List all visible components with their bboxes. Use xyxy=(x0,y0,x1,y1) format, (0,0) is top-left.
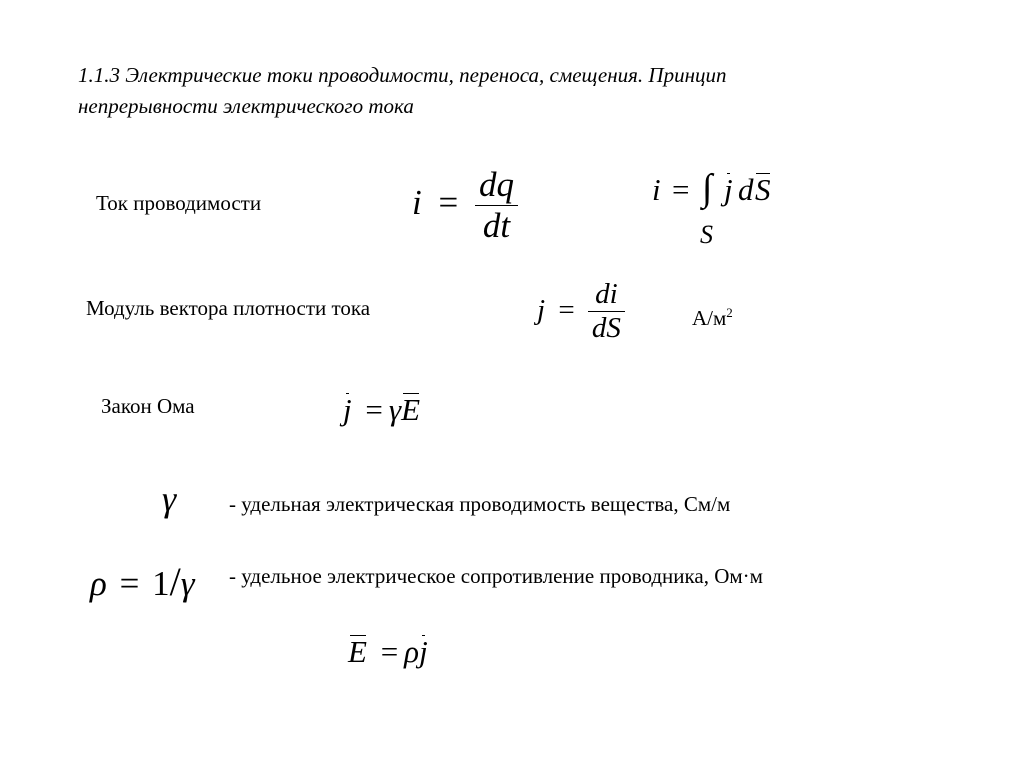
formula-equals: = xyxy=(672,172,690,207)
symbol-gamma: γ xyxy=(180,564,195,603)
current-density-label: Модуль вектора плотности тока xyxy=(86,296,371,320)
formula-ohm-law xyxy=(343,392,420,428)
formula-var-i: i xyxy=(412,182,422,222)
fraction-di-ds xyxy=(588,279,625,345)
unit-text: А/м xyxy=(692,306,727,330)
formula-var-j: j xyxy=(537,293,546,326)
title-line-2: непрерывности электрического тока xyxy=(78,94,414,118)
formula-i-dq-dt xyxy=(412,166,518,246)
formula-var-i: i xyxy=(652,172,661,207)
division-slash: / xyxy=(169,559,181,604)
page-title xyxy=(78,60,727,122)
differential-d: d xyxy=(738,172,754,207)
formula-equals: = xyxy=(365,392,383,427)
symbol-rho: ρ xyxy=(404,634,420,669)
formula-equals: = xyxy=(119,564,140,603)
formula-i-integral xyxy=(652,167,792,252)
unit-exponent: 2 xyxy=(726,305,733,320)
fraction-numerator: di xyxy=(588,279,625,312)
formula-equals: = xyxy=(438,182,459,222)
resistivity-description: - удельное электрическое сопротивление проводника, Ом·м xyxy=(229,564,763,588)
numeral-one: 1 xyxy=(152,564,170,603)
vector-e: E xyxy=(348,634,367,669)
formula-field xyxy=(348,634,428,670)
symbol-gamma: γ xyxy=(388,392,402,427)
title-line-1: 1.1.3 Электрические токи проводимости, переноса, смещения. Принцип xyxy=(78,63,727,87)
fraction-denominator: dt xyxy=(482,205,511,245)
integral-sign: ∫ xyxy=(702,167,713,209)
fraction-denominator: dS xyxy=(591,311,621,344)
formula-resistivity xyxy=(90,558,194,605)
vector-j: j xyxy=(419,634,428,669)
vector-e: E xyxy=(401,392,421,427)
integral-subscript-s: S xyxy=(700,220,713,249)
vector-s: S xyxy=(755,172,771,207)
symbol-gamma-large: γ xyxy=(162,479,177,519)
fraction-numerator: dq xyxy=(475,166,518,206)
symbol-rho: ρ xyxy=(90,564,107,603)
vector-j: j xyxy=(343,392,352,427)
formula-equals: = xyxy=(380,634,399,669)
current-density-unit xyxy=(692,305,733,331)
conduction-current-label: Ток проводимости xyxy=(96,191,262,215)
formula-equals: = xyxy=(558,293,575,326)
conductivity-description: - удельная электрическая проводимость вещества, См/м xyxy=(229,492,731,516)
vector-j: j xyxy=(724,172,733,207)
formula-j-di-ds xyxy=(537,279,625,345)
fraction-dq-dt xyxy=(475,166,518,246)
ohm-law-label: Закон Ома xyxy=(101,394,195,418)
